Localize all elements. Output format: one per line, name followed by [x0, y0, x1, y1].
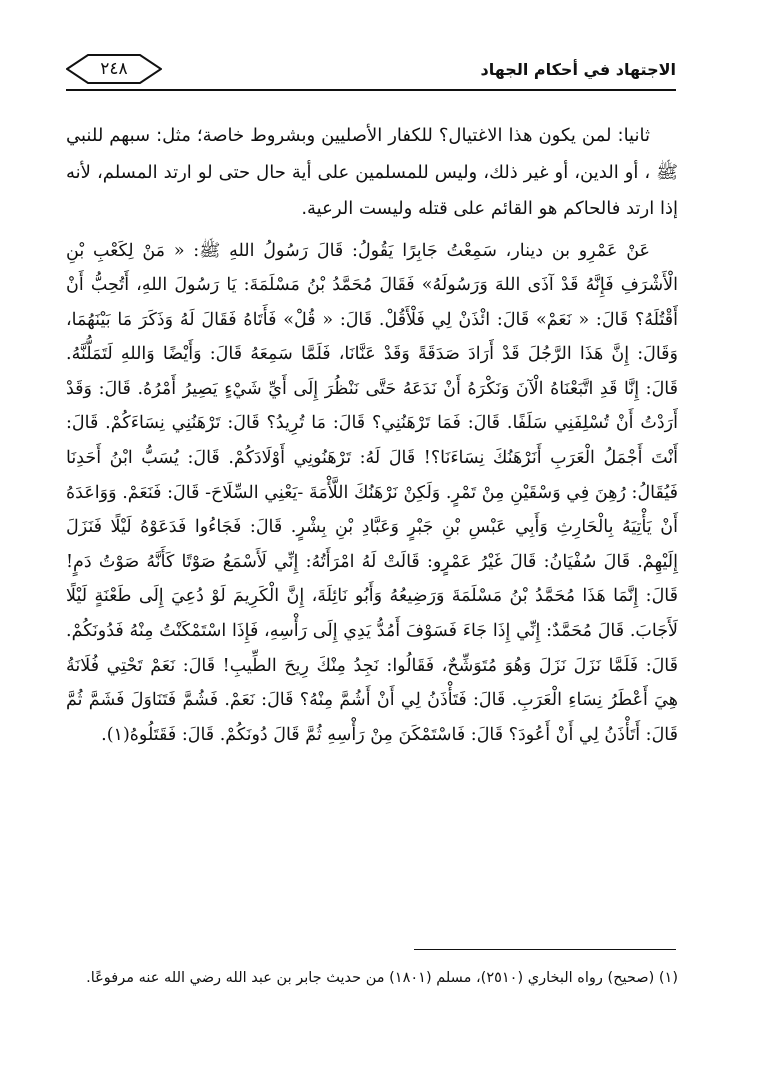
footnote-1: (١) (صحيح) رواه البخاري (٢٥١٠)، مسلم (١٨٠١) من حديث جابر بن عبد الله رضي الله عنه مرفوعًا.: [86, 970, 678, 986]
page-header: [66, 52, 676, 94]
page-number: ٢٤٨: [100, 59, 128, 79]
footnote-separator: [414, 949, 676, 950]
main-text: [66, 118, 678, 752]
header-rule: [66, 89, 676, 91]
paragraph-second-point: ثانيا: لمن يكون هذا الاغتيال؟ للكفار الأصليين وبشروط خاصة؛ مثل: سبهم للنبي ﷺ ، أو الدين، أو غير ذلك، وليس للمسلمين على أية حال حتى لو ارتد المسلم، لأنه إذا ارتد فالحاكم هو القائم على قتله وليست الرعية.: [66, 125, 678, 219]
hadith-text: عَنْ عَمْرِو بن دينار، سَمِعْتُ جَابِرًا يَقُولُ: قَالَ رَسُولُ اللهِ ﷺ: « مَنْ لِكَعْبِ بْنِ الْأَشْرَفِ فَإِنَّهُ قَدْ آذَى اللهَ وَرَسُولَهُ» فَقَالَ مُحَمَّدُ بْنُ مَسْلَمَةَ: يَا رَسُولَ اللهِ، أَتُحِبُّ أَنْ أَقْتُلَهُ؟ قَالَ: « نَعَمْ» قَالَ: ائْذَنْ لِي فَلْأَقُلْ. قَالَ: « قُلْ» فَأَتَاهُ فَقَالَ لَهُ وَذَكَرَ مَا بَيْنَهُمَا، وَقَالَ: إِنَّ هَذَا الرَّجُلَ قَدْ أَرَادَ صَدَقَةً وَقَدْ عَنَّانَا، فَلَمَّا سَمِعَهُ قَالَ: وَأَيْضًا وَاللهِ لَتَمَلُّنَّهُ. قَالَ: إِنَّا قَدِ اتَّبَعْنَاهُ الْآنَ وَنَكْرَهُ أَنْ نَدَعَهُ حَتَّى نَنْظُرَ إِلَى أَيِّ شَيْءٍ يَصِيرُ أَمْرُهُ. قَالَ: وَقَدْ أَرَدْتُ أَنْ تُسْلِفَنِي سَلَفًا. قَالَ: فَمَا تَرْهَنُنِي؟ قَالَ: مَا تُرِيدُ؟ قَالَ: تَرْهَنُنِي نِسَاءَكُمْ. قَالَ: أَنْتَ أَجْمَلُ الْعَرَبِ أَنَرْهَنُكَ نِسَاءَنَا؟! قَالَ لَهُ: تَرْهَنُونِي أَوْلَادَكُمْ. قَالَ: يُسَبُّ ابْنُ أَحَدِنَا فَيُقَالُ: رُهِنَ فِي وَسْقَيْنِ مِنْ تَمْرٍ. وَلَكِنْ نَرْهَنُكَ اللَّأْمَةَ -يَعْنِي السِّلَاحَ- قَالَ: فَنَعَمْ. وَوَاعَدَهُ أَنْ يَأْتِيَهُ بِالْحَارِثِ وَأَبِي عَبْسِ بْنِ جَبْرٍ وَعَبَّادِ بْنِ بِشْرٍ. قَالَ: فَجَاءُوا فَدَعَوْهُ لَيْلًا فَنَزَلَ إِلَيْهِمْ. قَالَ سُفْيَانُ: قَالَ غَيْرُ عَمْرٍو: قَالَتْ لَهُ امْرَأَتُهُ: إِنِّي لَأَسْمَعُ صَوْتًا كَأَنَّهُ صَوْتُ دَمٍ! قَالَ: إِنَّمَا هَذَا مُحَمَّدُ بْنُ مَسْلَمَةَ وَرَضِيعُهُ وَأَبُو نَائِلَةَ، إِنَّ الْكَرِيمَ لَوْ دُعِيَ إِلَى طَعْنَةٍ لَيْلًا لَأَجَابَ. قَالَ مُحَمَّدٌ: إِنِّي إِذَا جَاءَ فَسَوْفَ أَمُدُّ يَدِي إِلَى رَأْسِهِ، فَإِذَا اسْتَمْكَنْتُ مِنْهُ فَدُونَكُمْ. قَالَ: فَلَمَّا نَزَلَ نَزَلَ وَهُوَ مُتَوَشِّحٌ، فَقَالُوا: نَجِدُ مِنْكَ رِيحَ الطِّيبِ! قَالَ: نَعَمْ تَحْتِي فُلَانَةُ هِيَ أَعْطَرُ نِسَاءِ الْعَرَبِ. قَالَ: فَتَأْذَنُ لِي أَنْ أَشُمَّ مِنْهُ؟ قَالَ: نَعَمْ. فَشُمَّ فَتَنَاوَلَ فَشَمَّ ثُمَّ قَالَ: أَتَأْذَنُ لِي أَنْ أَعُودَ؟ قَالَ: فَاسْتَمْكَنَ مِنْ رَأْسِهِ ثُمَّ قَالَ دُونَكُمْ. قَالَ: فَقَتَلُوهُ(١).: [66, 240, 678, 745]
page-number-badge: [66, 54, 162, 84]
running-title: الاجتهاد في أحكام الجهاد: [480, 60, 676, 79]
footnotes: [60, 960, 678, 996]
